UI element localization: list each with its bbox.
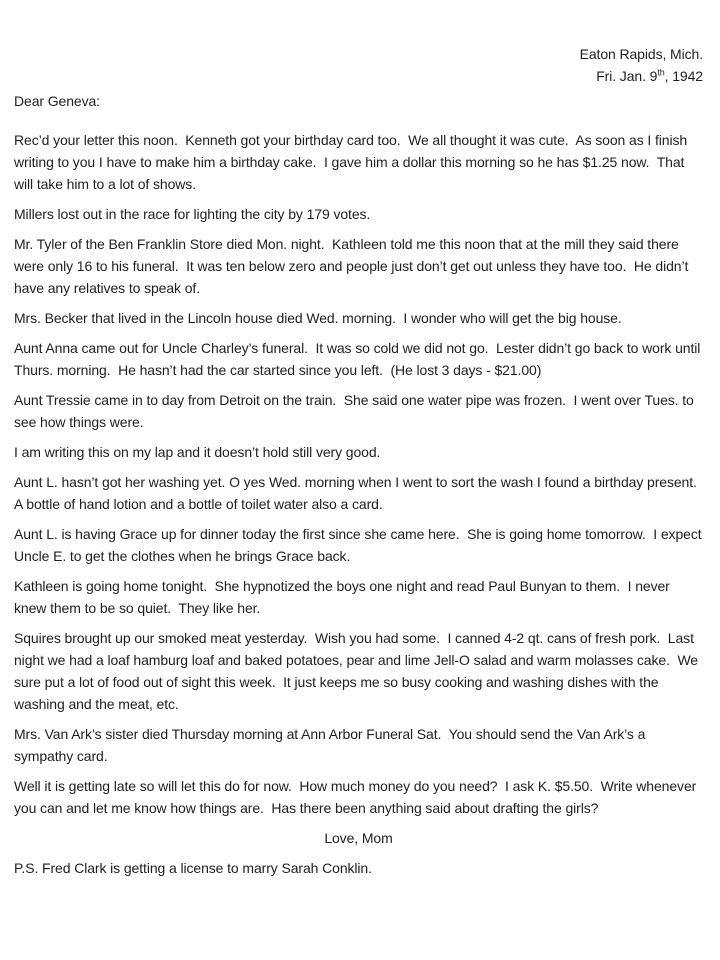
salutation: Dear Geneva: [14, 93, 100, 109]
paragraph: Millers lost out in the race for lighting the city by 179 votes. [14, 206, 371, 222]
paragraph: Aunt L. hasn’t got her washing yet. O yes Wed. morning when I went to sort the wash I found a birthday present. A bottle of hand lotion and a bottle of toilet water also a card. [14, 474, 704, 512]
letter-location: Eaton Rapids, Mich. [579, 46, 703, 62]
paragraph: Kathleen is going home tonight. She hypnotized the boys one night and read Paul Bunyan to them. I never knew them to be so quiet. They like her. [14, 578, 674, 616]
paragraph: I am writing this on my lap and it doesn’t hold still very good. [14, 444, 381, 460]
letter-body [14, 129, 706, 819]
paragraph: Mrs. Van Ark’s sister died Thursday morning at Ann Arbor Funeral Sat. You should send the Van Ark’s a sympathy card. [14, 726, 650, 764]
letter-heading [14, 43, 703, 87]
letter-date [14, 65, 703, 87]
paragraph: Rec’d your letter this noon. Kenneth got your birthday card too. We all thought it was cute. As soon as I finish writing to you I have to make him a birthday cake. I gave him a dollar this morning so he has $1.25 now. That will take him to a lot of shows. [14, 132, 691, 192]
date-suffix: , 1942 [664, 68, 703, 84]
paragraph: Aunt L. is having Grace up for dinner today the first since she came here. She is going home tomorrow. I expect Uncle E. to get the clothes when he brings Grace back. [14, 526, 706, 564]
closing-signature: Love, Mom [324, 830, 393, 846]
postscript: P.S. Fred Clark is getting a license to marry Sarah Conklin. [14, 860, 372, 876]
paragraph: Mr. Tyler of the Ben Franklin Store died Mon. night. Kathleen told me this noon that at the mill they said there were only 16 to his funeral. It was ten below zero and people just don’t get out unless they have too. He didn’t have any relatives to speak of. [14, 236, 693, 296]
paragraph: Aunt Anna came out for Uncle Charley’s funeral. It was so cold we did not go. Lester didn’t go back to work until Thurs. morning. He hasn’t had the car started since you left. (He lost 3 days - $21.00) [14, 340, 704, 378]
paragraph: Aunt Tressie came in to day from Detroit on the train. She said one water pipe was frozen. I went over Tues. to see how things were. [14, 392, 698, 430]
paragraph: Well it is getting late so will let this do for now. How much money do you need? I ask K. $5.50. Write whenever you can and let me know how things are. Has there been anything said about drafting the girls? [14, 778, 700, 816]
date-prefix: Fri. Jan. 9 [596, 68, 658, 84]
paragraph: Mrs. Becker that lived in the Lincoln house died Wed. morning. I wonder who will get the big house. [14, 310, 622, 326]
paragraph: Squires brought up our smoked meat yesterday. Wish you had some. I canned 4-2 qt. cans of fresh pork. Last night we had a loaf hamburg loaf and baked potatoes, pear and lime Jell-O salad and warm molasses cake. We sure put a lot of food out of sight this week. It just keeps me so busy cooking and washing dishes with the washing and the meat, etc. [14, 630, 702, 712]
date-ordinal-superscript: th [657, 67, 665, 78]
